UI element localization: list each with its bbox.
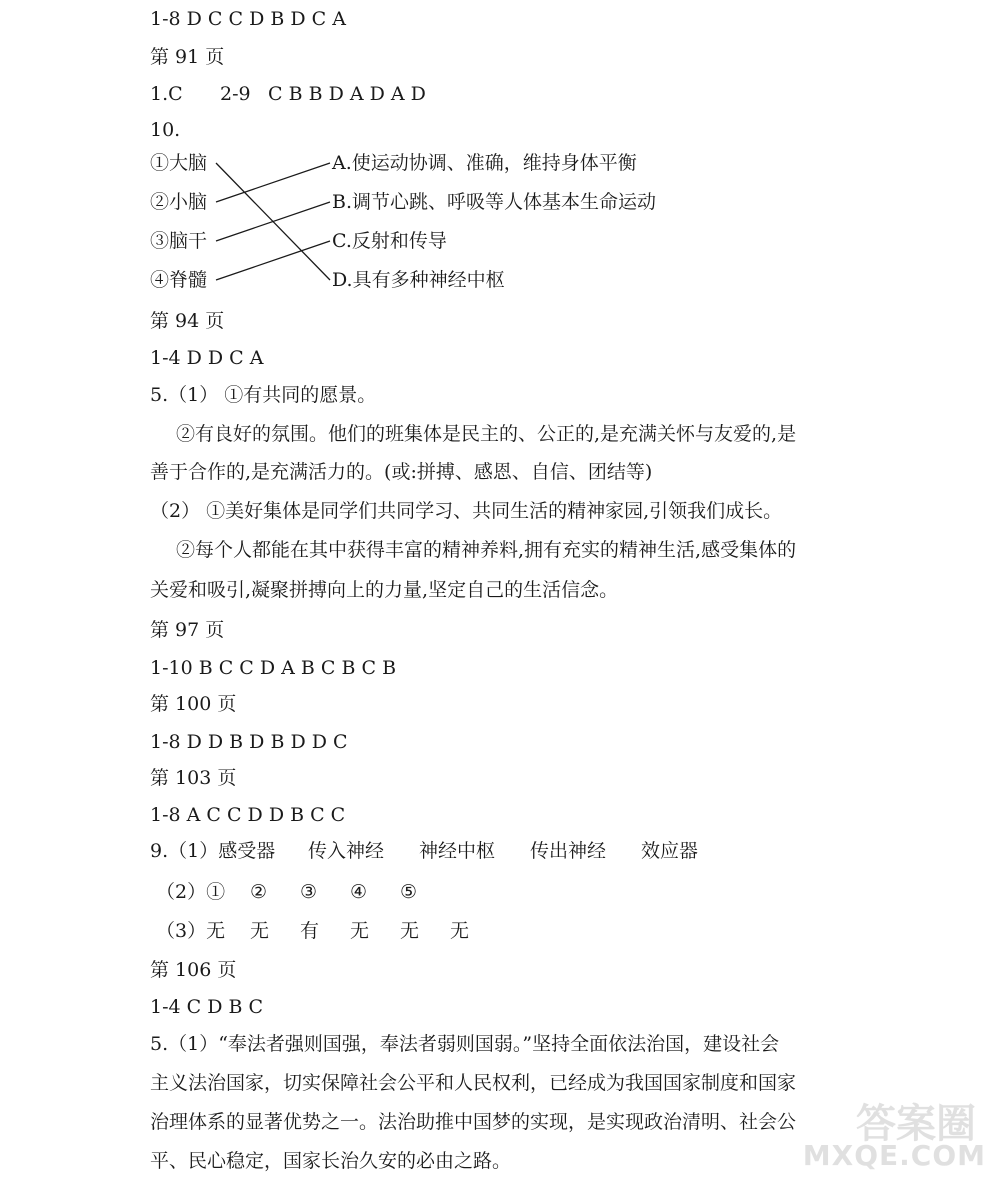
- answer-cell: 效应器: [641, 840, 699, 862]
- page-heading-106: 第 106 页: [150, 959, 237, 981]
- answer-line-9-3: [156, 918, 469, 944]
- match-right-item: B.调节心跳、呼吸等人体基本生命运动: [332, 191, 657, 213]
- question-10-number: 10.: [150, 119, 181, 141]
- matching-line: [216, 202, 330, 241]
- page-heading-91: 第 91 页: [150, 46, 225, 68]
- answer-cell: 无: [350, 920, 370, 942]
- answer-cell: 无: [450, 920, 470, 942]
- answer-text: ②每个人都能在其中获得丰富的精神养料,拥有充实的精神生活,感受集体的: [176, 539, 797, 561]
- watermark-logo: [771, 1092, 986, 1172]
- answer-cell: 9.（1）感受器: [150, 840, 276, 862]
- match-right-item: A.使运动协调、准确，维持身体平衡: [332, 152, 637, 174]
- answer-line-94: 1-4 D D C A: [150, 347, 264, 369]
- page-heading-103: 第 103 页: [150, 767, 237, 789]
- answer-cell: 传出神经: [530, 840, 607, 862]
- answer-cell: （3）无: [156, 920, 226, 942]
- answer-text: 善于合作的,是充满活力的。(或:拼搏、感恩、自信、团结等): [150, 461, 653, 483]
- page-heading-94: 第 94 页: [150, 310, 225, 332]
- answer-cell: 神经中枢: [419, 840, 496, 862]
- page-heading-100: 第 100 页: [150, 693, 237, 715]
- answer-text: 治理体系的显著优势之一。法治助推中国梦的实现，是实现政治清明、社会公: [150, 1111, 797, 1133]
- matching-line: [216, 241, 330, 280]
- answer-cell: 传入神经: [308, 840, 385, 862]
- answer-cell: 有: [300, 920, 320, 942]
- answer-text: ②有良好的氛围。他们的班集体是民主的、公正的,是充满关怀与友爱的,是: [176, 423, 797, 445]
- answer-text: 5.（1） ①有共同的愿景。: [150, 384, 377, 406]
- match-left-item: ②小脑: [150, 191, 208, 213]
- page-heading-97: 第 97 页: [150, 619, 225, 641]
- match-right-item: C.反射和传导: [332, 230, 447, 252]
- answer-cell: 1.C: [150, 83, 183, 105]
- answer-line-91: [150, 81, 426, 107]
- match-left-item: ③脑干: [150, 230, 208, 252]
- answer-cell: （2）①: [156, 881, 226, 903]
- answer-text: 平、民心稳定，国家长治久安的必由之路。: [150, 1150, 512, 1172]
- answer-cell: ②: [250, 881, 268, 903]
- answer-cell: 2-9: [220, 83, 251, 105]
- answer-cell: 无: [250, 920, 270, 942]
- answer-line-1-8: 1-8 D C C D B D C A: [150, 8, 346, 30]
- answer-cell: C B B D A D A D: [268, 83, 426, 105]
- match-left-item: ④脊髓: [150, 269, 208, 291]
- watermark-cn: 答案圈: [856, 1101, 976, 1147]
- answer-cell: ④: [350, 881, 368, 903]
- answer-text: 主义法治国家，切实保障社会公平和人民权利，已经成为我国国家制度和国家: [150, 1072, 797, 1094]
- watermark-en: MXQE.COM: [802, 1139, 986, 1172]
- answer-text: （2） ①美好集体是同学们共同学习、共同生活的精神家园,引领我们成长。: [150, 500, 783, 522]
- match-left-item: ①大脑: [150, 152, 208, 174]
- answer-line-97: 1-10 B C C D A B C B C B: [150, 657, 397, 679]
- matching-diagram: [150, 148, 710, 308]
- match-right-item: D.具有多种神经中枢: [332, 269, 505, 291]
- answer-line-106: 1-4 C D B C: [150, 996, 264, 1018]
- answer-line-9-2: [156, 879, 417, 905]
- answer-line-103: 1-8 A C C D D B C C: [150, 804, 346, 826]
- answer-line-9-1: [150, 838, 698, 864]
- answer-cell: ⑤: [400, 881, 418, 903]
- answer-text: 5.（1）“奉法者强则国强，奉法者弱则国弱。”坚持全面依法治国，建设社会: [150, 1033, 780, 1055]
- answer-line-100: 1-8 D D B D B D D C: [150, 731, 348, 753]
- answer-text: 关爱和吸引,凝聚拼搏向上的力量,坚定自己的生活信念。: [150, 579, 619, 601]
- matching-line: [216, 163, 330, 202]
- answer-cell: ③: [300, 881, 318, 903]
- answer-cell: 无: [400, 920, 420, 942]
